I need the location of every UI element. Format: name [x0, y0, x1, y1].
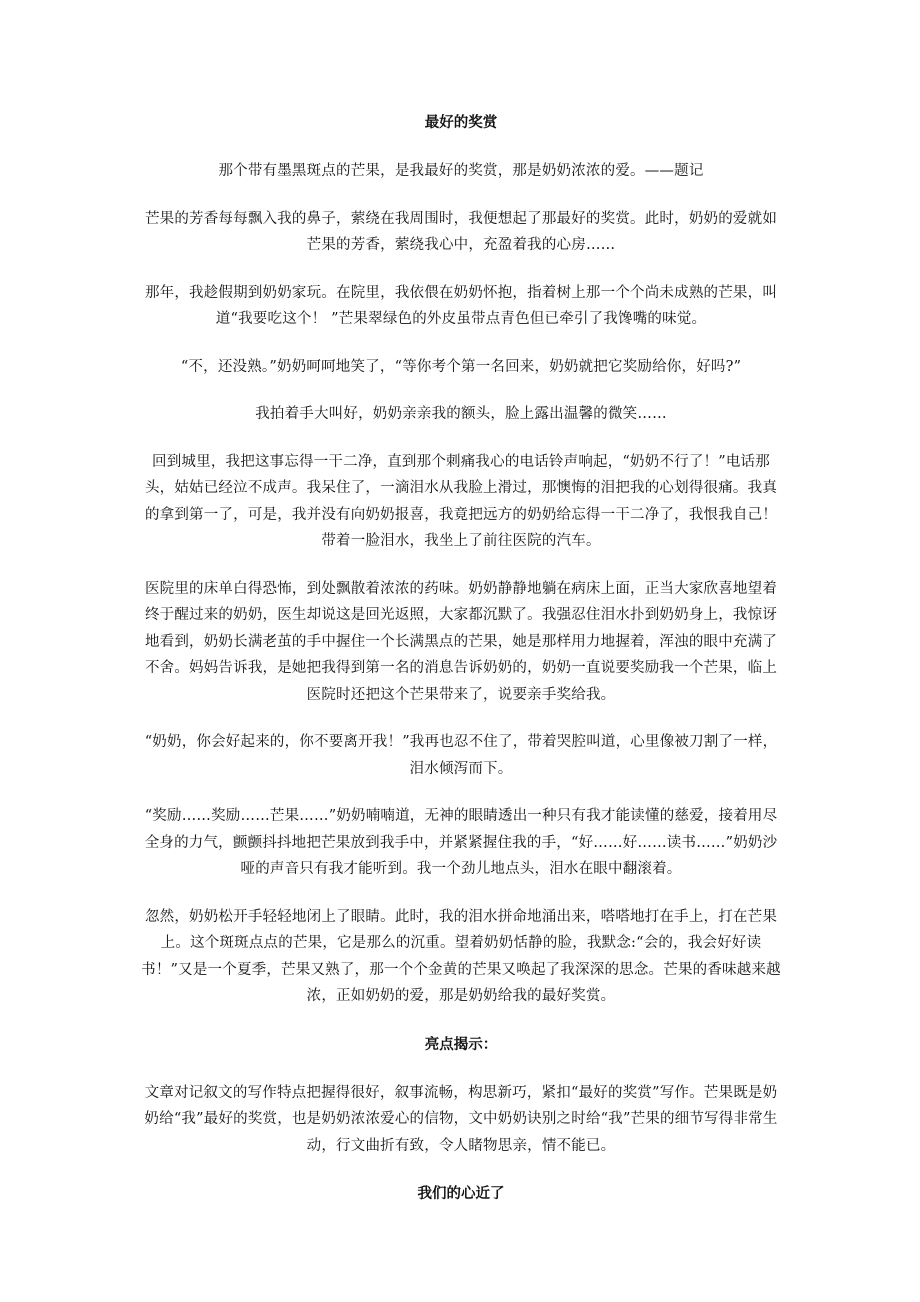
document-page — [140, 110, 782, 1207]
highlight-text: 文章对记叙文的写作特点把握得很好，叙事流畅，构思新巧，紧扣“最好的奖赏”写作。芒果既是奶奶给“我”最好的奖赏，也是奶奶浓浓爱心的信物，文中奶奶诀别之时给“我”芒果的细节写得非常生动，行文曲折有致，令人睹物思亲，情不能已。 — [144, 1084, 778, 1154]
essay-title: 最好的奖赏 — [424, 114, 498, 131]
paragraph-4: 我拍着手大叫好，奶奶亲亲我的额头，脸上露出温馨的微笑…… — [255, 406, 667, 422]
paragraph-3: “不，还没熟。”奶奶呵呵地笑了，“等你考个第一名回来，奶奶就把它奖励给你，好吗?” — [180, 358, 742, 375]
paragraph-9: 忽然，奶奶松开手轻轻地闭上了眼睛。此时，我的泪水拼命地涌出来，嗒嗒地打在手上，打在芒果上。这个斑斑点点的芒果，它是那么的沉重。望着奶奶恬静的脸，我默念:“会的，我会好好读书！”又是一个夏季，芒果又熟了，那一个个金黄的芒果又唤起了我深深的思念。芒果的香味越来越浓，正如奶奶的爱，那是奶奶给我的最好奖赏。 — [141, 908, 781, 1004]
paragraph-8: “奖励……奖励……芒果……”奶奶喃喃道，无神的眼睛透出一种只有我才能读懂的慈爱，接着用尽全身的力气，颤颤抖抖地把芒果放到我手中，并紧紧握住我的手，“好……好……读书……”奶奶沙哑的声音只有我才能听到。我一个劲儿地点头，泪水在眼中翻滚着。 — [144, 808, 778, 877]
paragraph-5: 回到城里，我把这事忘得一干二净，直到那个刺痛我心的电话铃声响起，“奶奶不行了！”电话那头，姑姑已经泣不成声。我呆住了，一滴泪水从我脸上滑过，那懊悔的泪把我的心划得很痛。我真的拿到第一了，可是，我并没有向奶奶报喜，我竟把远方的奶奶给忘得一干二净了，我恨我自己！带着一脸泪水，我坐上了前往医院的汽车。 — [144, 453, 778, 549]
highlight-title: 亮点揭示： — [424, 1035, 498, 1053]
epigraph: 那个带有墨黑斑点的芒果，是我最好的奖赏，那是奶奶浓浓的爱。——题记 — [218, 163, 704, 179]
paragraph-1: 芒果的芳香每每飘入我的鼻子，萦绕在我周围时，我便想起了那最好的奖赏。此时，奶奶的爱就如芒果的芳香，萦绕我心中，充盈着我的心房…… — [144, 210, 778, 253]
paragraph-7: “奶奶，你会好起来的，你不要离开我！”我再也忍不住了，带着哭腔叫道，心里像被刀割了一样，泪水倾泻而下。 — [144, 734, 778, 777]
paragraph-2: 那年，我趁假期到奶奶家玩。在院里，我依偎在奶奶怀抱，指着树上那一个个尚未成熟的芒果，叫道“我要吃这个！ ”芒果翠绿色的外皮虽带点青色但已牵引了我馋嘴的味觉。 — [144, 284, 778, 327]
next-essay-title: 我们的心近了 — [417, 1185, 505, 1202]
paragraph-6: 医院里的床单白得恐怖，到处飘散着浓浓的药味。奶奶静静地躺在病床上面，正当大家欣喜地望着终于醒过来的奶奶，医生却说这是回光返照，大家都沉默了。我强忍住泪水扑到奶奶身上，我惊讶地看到，奶奶长满老茧的手中握住一个长满黑点的芒果，她是那样用力地握着，浑浊的眼中充满了不舍。妈妈告诉我，是她把我得到第一名的消息告诉奶奶的，奶奶一直说要奖励我一个芒果，临上医院时还把这个芒果带来了，说要亲手奖给我。 — [144, 580, 778, 703]
